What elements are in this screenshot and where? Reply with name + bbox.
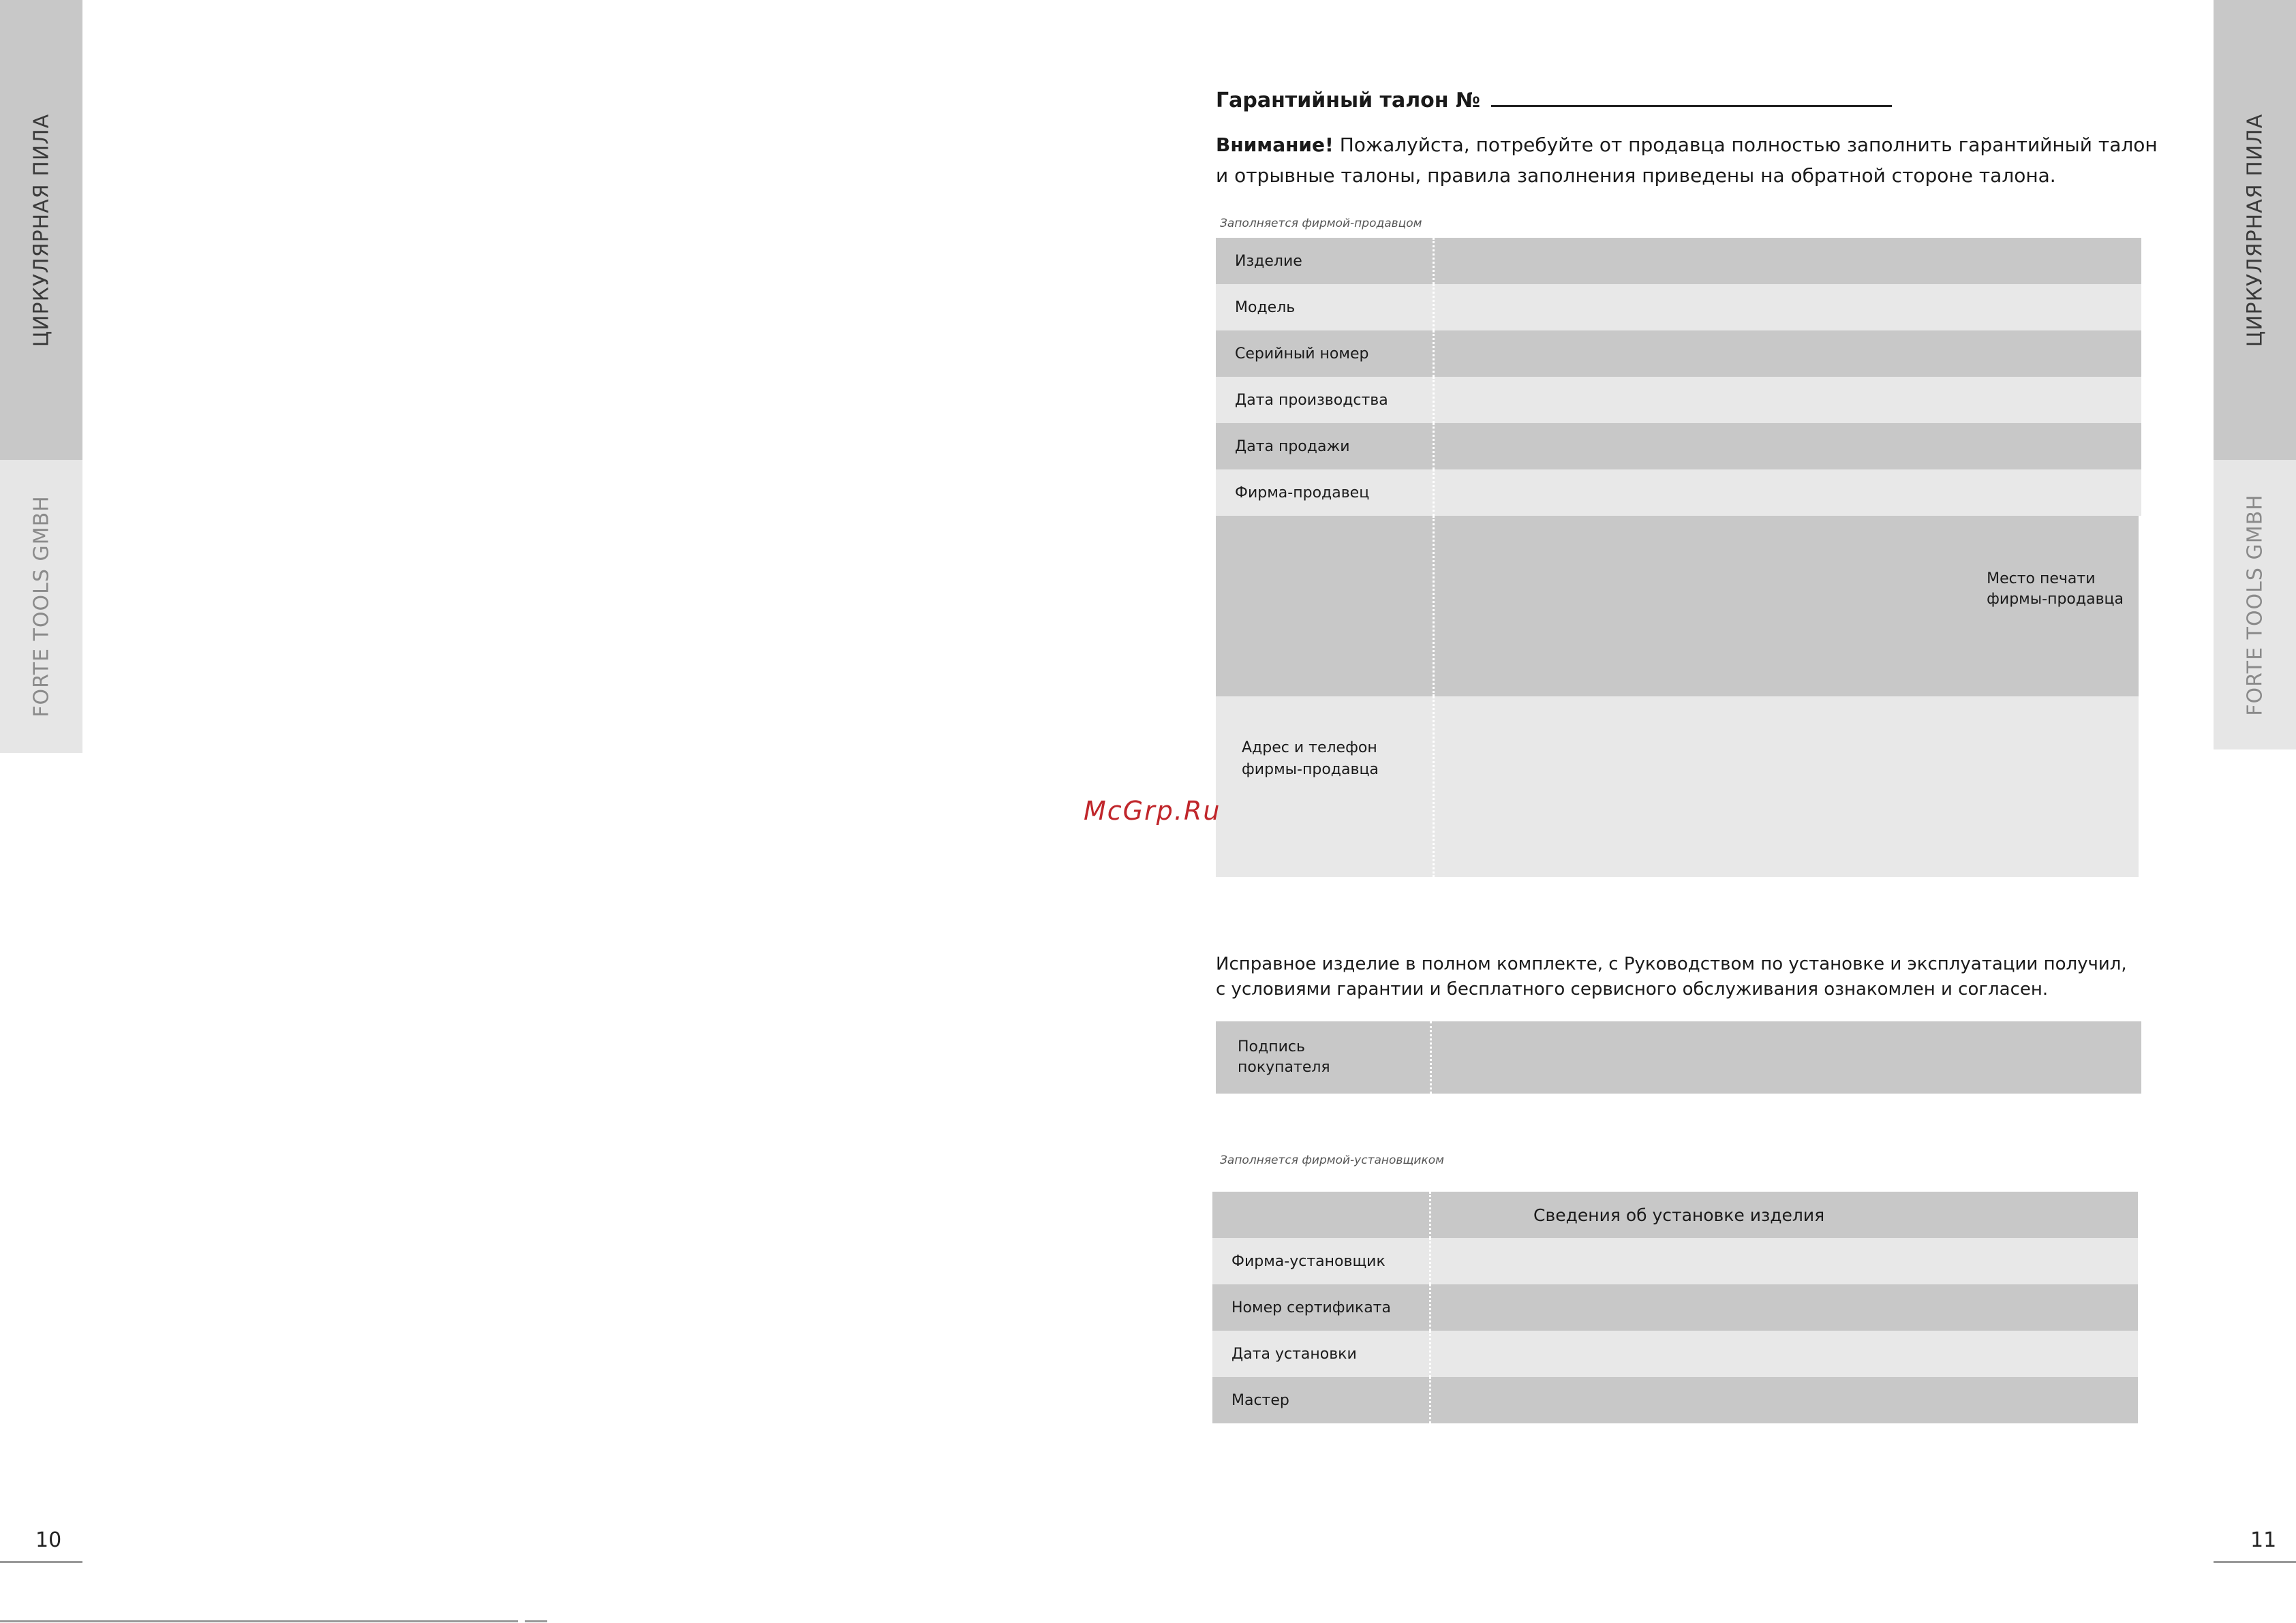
agreement-paragraph xyxy=(1216,952,2170,1002)
stamp-caption xyxy=(1987,569,2124,610)
stamp-caption-line2: фирмы-продавца xyxy=(1987,591,2124,608)
address-label-line1: Адрес и телефон xyxy=(1242,739,1377,756)
row-label-product: Изделие xyxy=(1235,252,1302,270)
page-number-left-rule xyxy=(0,1561,82,1563)
row-label-master: Мастер xyxy=(1231,1391,1289,1409)
signature-label-line1: Подпись xyxy=(1238,1038,1305,1055)
signature-field xyxy=(1430,1021,2141,1094)
attention-paragraph xyxy=(1216,129,2170,191)
table-row xyxy=(1216,469,2141,516)
address-label-line2: фирмы-продавца xyxy=(1242,761,1379,778)
table-row xyxy=(1212,1377,2138,1423)
signature-label xyxy=(1216,1021,1430,1094)
left-side-tab-brand xyxy=(0,460,82,753)
installer-header-title: Сведения об установке изделия xyxy=(1429,1192,2138,1238)
row-value-certificate xyxy=(1429,1284,2138,1331)
stamp-caption-line1: Место печати xyxy=(1987,570,2096,587)
row-label-certificate: Номер сертификата xyxy=(1231,1299,1391,1316)
row-value-seller xyxy=(1433,469,2141,516)
installer-section-note: Заполняется фирмой-установщиком xyxy=(1220,1154,1444,1167)
signature-row xyxy=(1216,1021,2141,1094)
table-row xyxy=(1216,284,2141,330)
stamp-row xyxy=(1216,516,2139,696)
row-value-model xyxy=(1433,284,2141,330)
installer-table-header xyxy=(1212,1192,2138,1238)
bottom-divider-small xyxy=(525,1620,547,1622)
installer-table xyxy=(1212,1192,2138,1423)
address-row-label xyxy=(1216,696,1433,877)
row-label-sale-date: Дата продажи xyxy=(1235,437,1350,455)
table-row xyxy=(1216,377,2141,423)
watermark-text: McGrp.Ru xyxy=(1084,796,1221,826)
bottom-divider-left xyxy=(0,1620,518,1622)
row-value-install-date xyxy=(1429,1331,2138,1377)
left-side-tab-product xyxy=(0,0,82,460)
agreement-line2: с условиями гарантии и бесплатного сервисного обслуживания ознакомлен и согласен. xyxy=(1216,979,2049,1000)
side-tab-product-label: ЦИРКУЛЯРНАЯ ПИЛА xyxy=(29,113,53,347)
row-value-master xyxy=(1429,1377,2138,1423)
row-label-seller: Фирма-продавец xyxy=(1235,484,1370,501)
address-row xyxy=(1216,696,2139,877)
row-label-production-date: Дата производства xyxy=(1235,391,1388,409)
right-side-tab-brand xyxy=(2214,460,2296,749)
table-row xyxy=(1212,1238,2138,1284)
table-row xyxy=(1212,1284,2138,1331)
page-number-left: 10 xyxy=(35,1528,62,1552)
row-label-model: Модель xyxy=(1235,298,1296,316)
row-label-installer: Фирма-установщик xyxy=(1231,1252,1386,1270)
row-label-serial: Серийный номер xyxy=(1235,345,1369,362)
page-number-right: 11 xyxy=(2250,1528,2277,1552)
row-value-serial xyxy=(1433,330,2141,377)
row-value-installer xyxy=(1429,1238,2138,1284)
installer-header-blank xyxy=(1212,1192,1429,1238)
side-tab-product-label: ЦИРКУЛЯРНАЯ ПИЛА xyxy=(2243,113,2267,347)
row-label-install-date: Дата установки xyxy=(1231,1345,1357,1363)
stamp-row-label xyxy=(1216,516,1433,696)
warranty-heading xyxy=(1216,89,1892,112)
table-row xyxy=(1216,423,2141,469)
table-row xyxy=(1216,330,2141,377)
row-value-production-date xyxy=(1433,377,2141,423)
row-value-sale-date xyxy=(1433,423,2141,469)
table-row xyxy=(1212,1331,2138,1377)
seller-table xyxy=(1216,238,2141,877)
row-value-product xyxy=(1433,238,2141,284)
table-row xyxy=(1216,238,2141,284)
seller-section-note: Заполняется фирмой-продавцом xyxy=(1220,217,1422,230)
attention-text: Пожалуйста, потребуйте от продавца полностью заполнить гарантийный талон и отрывные талоны, правила заполнения приведены на обратной стороне талона. xyxy=(1216,134,2158,187)
agreement-line1: Исправное изделие в полном комплекте, с Руководством по установке и эксплуатации получил, xyxy=(1216,954,2127,974)
signature-label-line2: покупателя xyxy=(1238,1059,1330,1076)
warranty-number-blank xyxy=(1491,91,1892,107)
side-tab-brand-label: FORTE TOOLS GMBH xyxy=(29,495,53,717)
page-number-right-rule xyxy=(2214,1561,2296,1563)
address-value xyxy=(1433,696,2139,877)
attention-label: Внимание! xyxy=(1216,134,1334,156)
right-side-tab-product xyxy=(2214,0,2296,460)
side-tab-brand-label: FORTE TOOLS GMBH xyxy=(2243,493,2267,716)
warranty-heading-text: Гарантийный талон № xyxy=(1216,89,1481,112)
